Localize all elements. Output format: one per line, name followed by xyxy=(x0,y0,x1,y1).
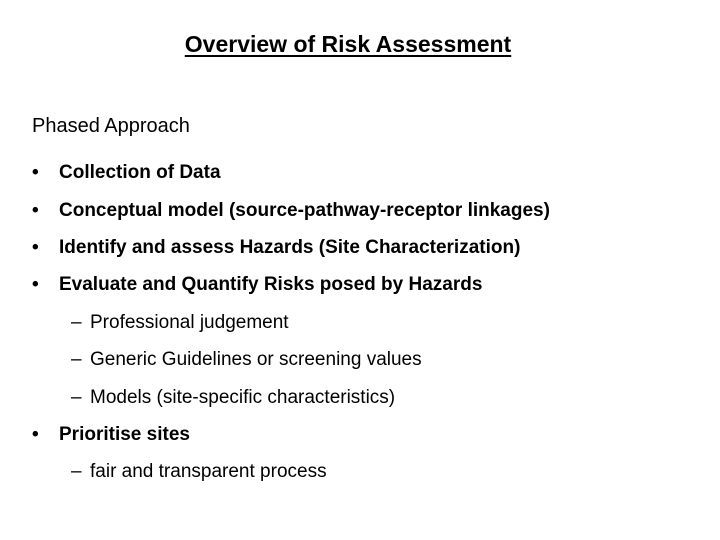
sub-bullet-text: fair and transparent process xyxy=(90,461,327,482)
bullet-text: Prioritise sites xyxy=(59,424,190,445)
bullet-marker: • xyxy=(32,237,39,258)
bullet-marker: • xyxy=(32,162,39,183)
slide-title: Overview of Risk Assessment xyxy=(184,31,512,57)
bullet-marker: • xyxy=(32,424,39,445)
sub-bullet-text: Generic Guidelines or screening values xyxy=(90,349,422,370)
sub-bullet-text: Models (site-specific characteristics) xyxy=(90,387,396,408)
bullet-text: Conceptual model (source-pathway-receptor linkages) xyxy=(59,200,550,221)
slide-subtitle: Phased Approach xyxy=(32,115,190,137)
bullet-marker: • xyxy=(32,200,39,221)
bullet-text: Evaluate and Quantify Risks posed by Hazards xyxy=(59,274,483,295)
bullet-text: Identify and assess Hazards (Site Characterization) xyxy=(59,237,521,258)
bullet-marker: • xyxy=(32,274,39,295)
sub-bullet-text: Professional judgement xyxy=(90,312,289,333)
sub-bullet-marker: – xyxy=(71,349,82,370)
sub-bullet-marker: – xyxy=(71,312,82,333)
bullet-text: Collection of Data xyxy=(59,162,221,183)
sub-bullet-marker: – xyxy=(71,387,82,408)
sub-bullet-marker: – xyxy=(71,461,82,482)
